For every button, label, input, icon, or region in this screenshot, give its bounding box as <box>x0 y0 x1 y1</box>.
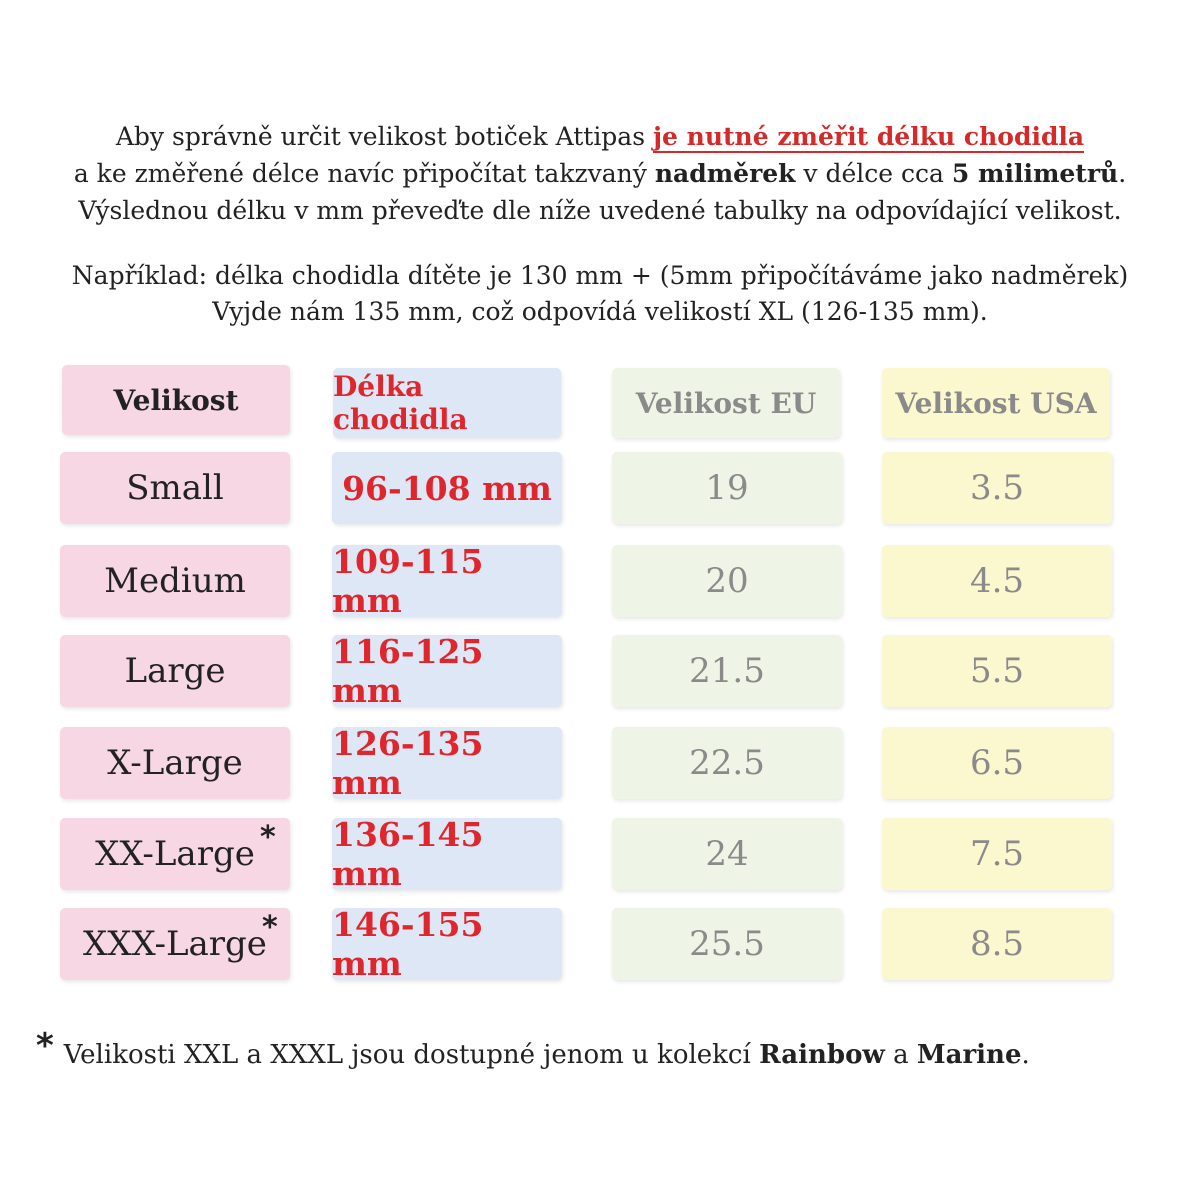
intro-line-2-mid: v délce cca <box>795 159 952 188</box>
cell-eu: 22.5 <box>612 727 842 799</box>
intro-line-2-end: . <box>1118 159 1127 188</box>
intro-line-2-text: a ke změřené délce navíc připočítat takzvaný <box>73 159 655 188</box>
cell-length: 136-145 mm <box>332 818 562 890</box>
footnote-marine: Marine <box>916 1040 1022 1070</box>
cell-usa: 8.5 <box>882 908 1112 980</box>
header-usa: Velikost USA <box>882 368 1110 438</box>
cell-size: Large <box>60 635 290 707</box>
cell-length: 109-115 mm <box>332 545 562 617</box>
cell-size: XXX-Large <box>60 908 290 980</box>
cell-length: 126-135 mm <box>332 727 562 799</box>
footnote <box>36 1026 1030 1070</box>
cell-size: X-Large <box>60 727 290 799</box>
cell-size: Medium <box>60 545 290 617</box>
cell-eu: 25.5 <box>612 908 842 980</box>
cell-usa: 7.5 <box>882 818 1112 890</box>
intro-line-3: Výslednou délku v mm převeďte dle níže uvedené tabulky na odpovídající velikost. <box>78 196 1122 225</box>
example-line-1: Například: délka chodidla dítěte je 130 mm + (5mm připočítáváme jako nadměrek) <box>71 261 1129 290</box>
footnote-end: . <box>1021 1040 1030 1070</box>
asterisk-mark: * <box>262 910 278 945</box>
footnote-text: Velikosti XXL a XXXL jsou dostupné jenom u kolekcí <box>63 1040 760 1070</box>
cell-length: 96-108 mm <box>332 452 562 524</box>
intro-text <box>0 118 1200 229</box>
intro-bold-5mm: 5 milimetrů <box>951 159 1119 188</box>
cell-eu: 19 <box>612 452 842 524</box>
cell-eu: 24 <box>612 818 842 890</box>
footnote-star: * <box>36 1026 54 1066</box>
header-length: Délka chodidla <box>333 368 561 438</box>
cell-usa: 3.5 <box>882 452 1112 524</box>
footnote-rainbow: Rainbow <box>759 1040 885 1070</box>
cell-length: 116-125 mm <box>332 635 562 707</box>
cell-length: 146-155 mm <box>332 908 562 980</box>
cell-size: Small <box>60 452 290 524</box>
intro-highlight: je nutné změřit délku chodidla <box>653 122 1085 151</box>
example-text <box>0 258 1200 330</box>
cell-eu: 20 <box>612 545 842 617</box>
cell-usa: 4.5 <box>882 545 1112 617</box>
intro-line-2 <box>0 155 1200 192</box>
footnote-and: a <box>884 1040 917 1070</box>
cell-size: XX-Large <box>60 818 290 890</box>
asterisk-mark: * <box>260 820 276 855</box>
header-size: Velikost <box>62 365 290 435</box>
cell-usa: 6.5 <box>882 727 1112 799</box>
cell-usa: 5.5 <box>882 635 1112 707</box>
example-line-2: Vyjde nám 135 mm, což odpovídá velikostí XL (126-135 mm). <box>212 297 988 326</box>
intro-line-1-text: Aby správně určit velikost botiček Attipas <box>115 122 653 151</box>
cell-eu: 21.5 <box>612 635 842 707</box>
intro-line-1 <box>0 118 1200 155</box>
header-eu: Velikost EU <box>612 368 840 438</box>
intro-bold-nadmerek: nadměrek <box>654 159 796 188</box>
